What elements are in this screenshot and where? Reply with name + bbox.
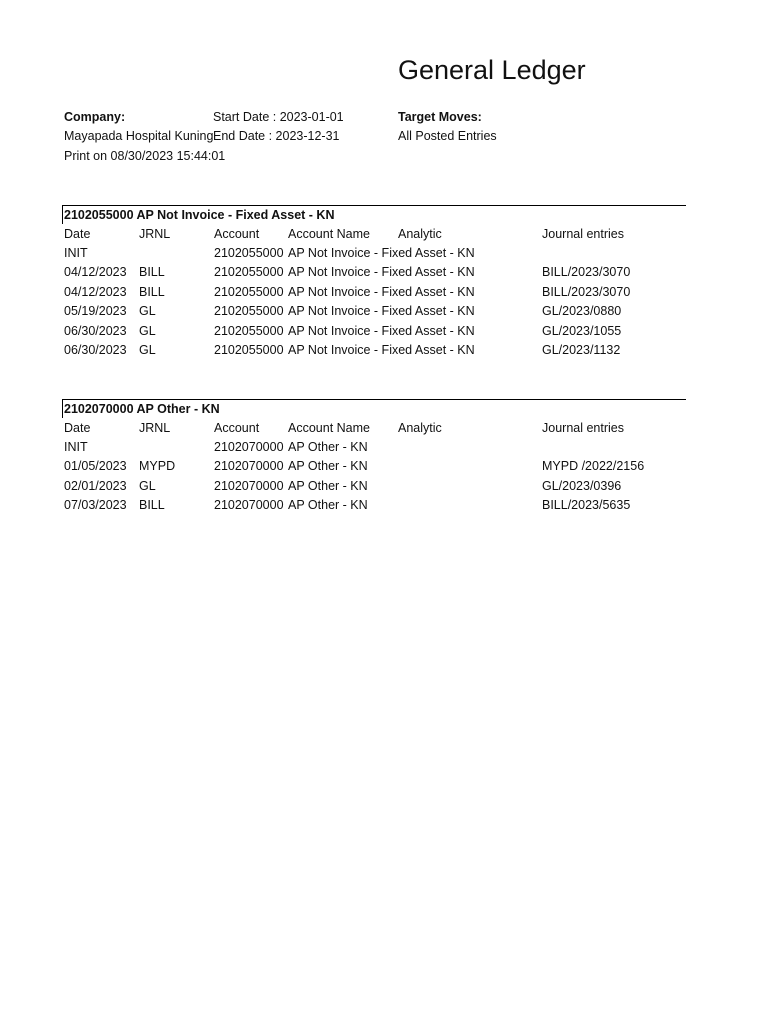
col-header-account: Account: [214, 420, 260, 435]
section-heading: 2102055000 AP Not Invoice - Fixed Asset - KN: [62, 205, 686, 224]
col-header-jrnl: JRNL: [139, 226, 171, 241]
cell-journal: GL: [139, 304, 156, 319]
target-moves-value: All Posted Entries: [398, 129, 497, 143]
cell-account-name: AP Not Invoice - Fixed Asset - KN: [288, 284, 475, 299]
cell-journal: BILL: [139, 498, 165, 513]
col-header-journal-entries: Journal entries: [542, 420, 624, 435]
table-row: [62, 322, 686, 341]
cell-date: 02/01/2023: [64, 478, 127, 493]
cell-journal-entry: GL/2023/1132: [542, 342, 621, 357]
cell-account: 2102070000: [214, 498, 284, 513]
column-header-row: [62, 225, 686, 244]
cell-journal: GL: [139, 323, 156, 338]
company-label: Company:: [64, 110, 126, 124]
end-date: End Date : 2023-12-31: [213, 129, 340, 143]
cell-journal-entry: GL/2023/0880: [542, 304, 622, 319]
cell-journal-entry: BILL/2023/3070: [542, 265, 631, 280]
col-header-account-name: Account Name: [288, 420, 370, 435]
cell-journal: BILL: [139, 284, 165, 299]
cell-account: 2102070000: [214, 439, 284, 454]
cell-date: 06/30/2023: [64, 342, 127, 357]
cell-account-name: AP Not Invoice - Fixed Asset - KN: [288, 265, 475, 280]
cell-account: 2102055000: [214, 265, 284, 280]
col-header-account: Account: [214, 226, 260, 241]
cell-account-name: AP Not Invoice - Fixed Asset - KN: [288, 323, 475, 338]
cell-account-name: AP Other - KN: [288, 498, 368, 513]
cell-date: 06/30/2023: [64, 323, 127, 338]
report-title: General Ledger: [398, 55, 586, 85]
cell-journal-entry: GL/2023/1055: [542, 323, 622, 338]
cell-journal: GL: [139, 478, 156, 493]
cell-account-name: AP Other - KN: [288, 439, 368, 454]
cell-account: 2102070000: [214, 459, 284, 474]
cell-journal-entry: GL/2023/0396: [542, 478, 622, 493]
cell-account: 2102055000: [214, 245, 284, 260]
cell-account: 2102055000: [214, 323, 284, 338]
cell-journal-entry: BILL/2023/5635: [542, 498, 631, 513]
col-header-jrnl: JRNL: [139, 420, 171, 435]
table-row: [62, 283, 686, 302]
table-row: [62, 263, 686, 282]
start-date: Start Date : 2023-01-01: [213, 110, 344, 124]
cell-account-name: AP Not Invoice - Fixed Asset - KN: [288, 304, 475, 319]
column-header-row: [62, 419, 686, 438]
print-timestamp: Print on 08/30/2023 15:44:01: [64, 149, 226, 163]
company-value: Mayapada Hospital Kuning: [64, 129, 213, 143]
col-header-date: Date: [64, 226, 91, 241]
col-header-date: Date: [64, 420, 91, 435]
cell-account: 2102055000: [214, 342, 284, 357]
col-header-journal-entries: Journal entries: [542, 226, 624, 241]
cell-account-name: AP Other - KN: [288, 459, 368, 474]
cell-journal: GL: [139, 342, 156, 357]
table-row: [62, 341, 686, 360]
cell-journal: MYPD: [139, 459, 176, 474]
table-row: [62, 457, 686, 476]
cell-date: INIT: [64, 439, 88, 454]
cell-journal-entry: BILL/2023/3070: [542, 284, 631, 299]
table-row: [62, 496, 686, 515]
cell-account-name: AP Not Invoice - Fixed Asset - KN: [288, 245, 475, 260]
table-row: [62, 302, 686, 321]
cell-account: 2102055000: [214, 284, 284, 299]
cell-journal-entry: MYPD /2022/2156: [542, 459, 645, 474]
table-row: [62, 477, 686, 496]
cell-account: 2102055000: [214, 304, 284, 319]
cell-journal: BILL: [139, 265, 165, 280]
table-row: [62, 244, 686, 263]
cell-account-name: AP Other - KN: [288, 478, 368, 493]
cell-date: 04/12/2023: [64, 284, 127, 299]
col-header-analytic: Analytic: [398, 226, 442, 241]
cell-date: 01/05/2023: [64, 459, 127, 474]
cell-date: 07/03/2023: [64, 498, 127, 513]
cell-date: 04/12/2023: [64, 265, 127, 280]
cell-account: 2102070000: [214, 478, 284, 493]
section-heading: 2102070000 AP Other - KN: [62, 399, 686, 418]
cell-date: 05/19/2023: [64, 304, 127, 319]
cell-date: INIT: [64, 245, 88, 260]
table-row: [62, 438, 686, 457]
target-moves-label: Target Moves:: [398, 110, 482, 124]
col-header-account-name: Account Name: [288, 226, 370, 241]
col-header-analytic: Analytic: [398, 420, 442, 435]
cell-account-name: AP Not Invoice - Fixed Asset - KN: [288, 342, 475, 357]
